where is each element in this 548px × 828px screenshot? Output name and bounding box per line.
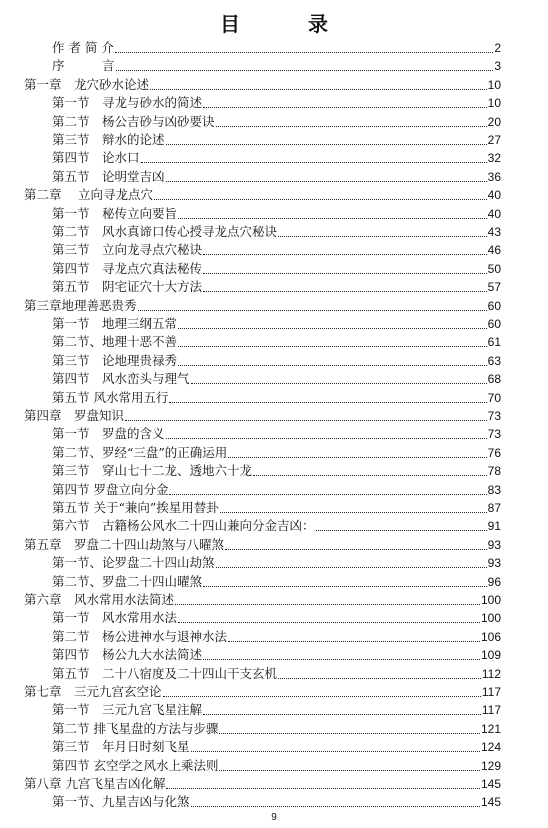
dot-leader bbox=[166, 180, 487, 182]
toc-entry-page: 121 bbox=[480, 721, 501, 736]
dot-leader bbox=[203, 585, 487, 587]
toc-section-row[interactable] bbox=[52, 755, 501, 773]
toc-entry-label: 第三节 穿山七十二龙、透地六十龙 bbox=[52, 463, 253, 479]
toc-entry-label: 第三节 立向龙寻点穴秘诀 bbox=[52, 242, 203, 258]
toc-entry-page: 100 bbox=[480, 611, 501, 626]
toc-entry-page: 96 bbox=[487, 574, 501, 589]
page-title: 目 录 bbox=[220, 12, 352, 36]
dot-leader bbox=[166, 787, 479, 789]
toc-section-row[interactable] bbox=[52, 387, 501, 405]
toc-entry-label: 第一节 秘传立向要旨 bbox=[52, 205, 178, 221]
dot-leader bbox=[316, 529, 487, 531]
dot-leader bbox=[228, 640, 480, 642]
dot-leader bbox=[175, 603, 480, 605]
dot-leader bbox=[216, 566, 487, 568]
toc-entry-page: 78 bbox=[487, 464, 501, 479]
toc-section-row[interactable] bbox=[52, 331, 501, 349]
dot-leader bbox=[166, 143, 487, 145]
dot-leader bbox=[278, 677, 481, 679]
toc-entry-label: 第四章 罗盘知识 bbox=[24, 408, 125, 423]
toc-entry-label: 第五节 二十八宿度及二十四山干支玄机 bbox=[52, 665, 278, 681]
toc-entry-page: 61 bbox=[487, 335, 501, 350]
toc-entry-page: 76 bbox=[487, 445, 501, 460]
toc-entry-label: 第三章地理善恶贵秀 bbox=[24, 297, 137, 313]
dot-leader bbox=[116, 69, 494, 71]
toc-entry-page: 43 bbox=[487, 225, 501, 239]
toc-section-row[interactable] bbox=[52, 368, 501, 386]
dot-leader bbox=[203, 290, 487, 292]
dot-leader bbox=[191, 805, 480, 807]
dot-leader bbox=[154, 198, 487, 200]
toc-entry-page: 60 bbox=[487, 317, 501, 331]
dot-leader bbox=[203, 272, 487, 274]
toc-section-row[interactable] bbox=[52, 571, 501, 589]
toc-entry-label: 第七章 三元九宫玄空论 bbox=[24, 684, 162, 699]
toc-entry-label: 第一节 风水常用水法 bbox=[52, 610, 178, 626]
toc-section-row[interactable] bbox=[52, 791, 501, 809]
toc-entry-label: 第二节 风水真谛口传心授寻龙点穴秘诀 bbox=[52, 224, 278, 239]
dot-leader bbox=[178, 621, 480, 623]
dot-leader bbox=[163, 695, 481, 697]
toc-section-row[interactable] bbox=[52, 313, 501, 331]
toc-entry-page: 10 bbox=[487, 96, 501, 111]
dot-leader bbox=[150, 88, 487, 90]
dot-leader bbox=[203, 658, 480, 660]
toc-entry-label: 第五章 罗盘二十四山劫煞与八曜煞 bbox=[24, 536, 225, 552]
toc-entry-page: 63 bbox=[487, 353, 501, 368]
toc-entry-page: 68 bbox=[487, 372, 501, 387]
toc-entry-label: 第三节 论地理贵禄秀 bbox=[52, 352, 178, 368]
toc-entry-page: 129 bbox=[480, 758, 501, 773]
toc-entry-page: 100 bbox=[480, 593, 501, 607]
toc-entry-label: 第四节 杨公九大水法简述 bbox=[52, 647, 203, 663]
dot-leader bbox=[220, 511, 487, 513]
toc-entry-label: 第二节、罗盘二十四山曜煞 bbox=[52, 573, 203, 589]
toc-entry-page: 109 bbox=[480, 648, 501, 663]
dot-leader bbox=[203, 253, 487, 255]
toc-entry-label: 第五节 关于“兼向”挨星用替卦 bbox=[52, 500, 219, 515]
toc-section-row[interactable] bbox=[52, 663, 501, 681]
toc-entry-label: 第六节 古籍杨公风水二十四山兼向分金吉凶： bbox=[52, 518, 315, 534]
toc-entry-label: 第一节 地理三纲五常 bbox=[52, 316, 178, 331]
toc-entry-label: 第四节 玄空学之风水上乘法则 bbox=[52, 757, 219, 773]
toc-entry-page: 87 bbox=[487, 501, 501, 515]
toc-entry-page: 73 bbox=[487, 409, 501, 423]
toc-entry-label: 第一章 龙穴砂水论述 bbox=[24, 76, 150, 92]
toc-entry-page: 3 bbox=[494, 59, 501, 74]
toc-entry-page: 40 bbox=[487, 188, 501, 203]
toc-section-row[interactable] bbox=[52, 644, 501, 662]
toc-entry-label: 第二节 杨公吉砂与凶砂要诀 bbox=[52, 113, 215, 129]
toc-entry-label: 第三节 辩水的论述 bbox=[52, 132, 165, 147]
toc-section-row[interactable] bbox=[52, 203, 501, 221]
toc-entry-label: 第五节 阴宅证穴十大方法 bbox=[52, 279, 203, 295]
dot-leader bbox=[225, 548, 487, 550]
toc-chapter-row[interactable] bbox=[24, 589, 501, 607]
toc-entry-page: 106 bbox=[480, 629, 501, 644]
toc-entry-label: 第五节 风水常用五行 bbox=[52, 389, 169, 405]
toc-chapter-row[interactable] bbox=[24, 295, 501, 313]
toc-entry-label: 序 言 bbox=[52, 58, 115, 74]
toc-entry-label: 第一节 罗盘的含义 bbox=[52, 426, 165, 442]
toc-section-row[interactable] bbox=[52, 37, 501, 55]
toc-entry-page: 93 bbox=[487, 556, 501, 571]
toc-entry-label: 第四节 风水峦头与理气 bbox=[52, 371, 190, 387]
toc-section-row[interactable] bbox=[52, 350, 501, 368]
dot-leader bbox=[228, 456, 486, 458]
toc-chapter-row[interactable] bbox=[24, 681, 501, 699]
toc-section-row[interactable] bbox=[52, 718, 501, 736]
toc-entry-page: 70 bbox=[487, 390, 501, 405]
dot-leader bbox=[219, 769, 479, 771]
toc-section-row[interactable] bbox=[52, 442, 501, 460]
toc-section-row[interactable] bbox=[52, 221, 501, 239]
toc-section-row[interactable] bbox=[52, 276, 501, 294]
dot-leader bbox=[138, 309, 487, 311]
toc-entry-page: 2 bbox=[494, 41, 501, 55]
toc-entry-page: 83 bbox=[487, 482, 501, 497]
dot-leader bbox=[125, 419, 487, 421]
toc-entry-page: 145 bbox=[480, 777, 501, 791]
toc-entry-label: 第二节、罗经“三盘”的正确运用 bbox=[52, 444, 228, 460]
toc-entry-label: 第四节 罗盘立向分金 bbox=[52, 481, 169, 497]
dot-leader bbox=[178, 345, 487, 347]
toc-section-row[interactable] bbox=[52, 166, 501, 184]
toc-entry-label: 第二节、地理十恶不善 bbox=[52, 334, 178, 350]
toc-entry-page: 60 bbox=[487, 298, 501, 313]
toc-entry-label: 第三节 年月日时刻飞星 bbox=[52, 739, 190, 755]
toc-entry-label: 第二节 杨公进神水与退神水法 bbox=[52, 628, 228, 644]
toc-section-row[interactable] bbox=[52, 258, 501, 276]
dot-leader bbox=[141, 161, 487, 163]
toc-section-row[interactable] bbox=[52, 111, 501, 129]
toc-entry-label: 第一节、九星吉凶与化煞 bbox=[52, 794, 190, 810]
toc-entry-label: 第八章 九宫飞星吉凶化解 bbox=[24, 776, 166, 791]
dot-leader bbox=[115, 51, 493, 53]
toc-chapter-row[interactable] bbox=[24, 534, 501, 552]
toc-section-row[interactable] bbox=[52, 497, 501, 515]
toc-entry-page: 57 bbox=[487, 280, 501, 295]
toc-entry-page: 46 bbox=[487, 243, 501, 258]
dot-leader bbox=[191, 382, 487, 384]
toc-entry-page: 36 bbox=[487, 169, 501, 184]
dot-leader bbox=[178, 327, 487, 329]
toc-entry-page: 112 bbox=[481, 666, 501, 681]
toc-entry-label: 作 者 简 介 bbox=[52, 40, 114, 55]
toc-section-row[interactable] bbox=[52, 699, 501, 717]
toc-entry-page: 117 bbox=[481, 685, 501, 699]
toc-entry-label: 第五节 论明堂吉凶 bbox=[52, 168, 165, 184]
toc-chapter-row[interactable] bbox=[24, 74, 501, 92]
toc-section-row[interactable] bbox=[52, 460, 501, 478]
dot-leader bbox=[169, 401, 486, 403]
toc-section-row[interactable] bbox=[52, 607, 501, 625]
toc-entry-label: 第四节 论水口 bbox=[52, 150, 140, 166]
toc-entry-page: 93 bbox=[487, 537, 501, 552]
toc-chapter-row[interactable] bbox=[24, 773, 501, 791]
toc-entry-page: 10 bbox=[487, 77, 501, 92]
dot-leader bbox=[278, 235, 487, 237]
toc-entry-page: 40 bbox=[487, 206, 501, 221]
dot-leader bbox=[216, 125, 487, 127]
dot-leader bbox=[219, 732, 479, 734]
toc-section-row[interactable] bbox=[52, 736, 501, 754]
dot-leader bbox=[169, 493, 486, 495]
toc-entry-label: 第一节 三元九宫飞星注解 bbox=[52, 702, 203, 718]
toc-chapter-row[interactable] bbox=[24, 184, 501, 202]
toc-section-row[interactable] bbox=[52, 147, 501, 165]
toc-entry-label: 第二章 立向寻龙点穴 bbox=[24, 187, 153, 203]
toc-entry-label: 第一节 寻龙与砂水的简述 bbox=[52, 95, 203, 111]
toc-section-row[interactable] bbox=[52, 55, 501, 73]
toc-entry-label: 第二节 排飞星盘的方法与步骤 bbox=[52, 720, 219, 736]
dot-leader bbox=[203, 106, 487, 108]
toc-section-row[interactable] bbox=[52, 515, 501, 533]
toc-chapter-row[interactable] bbox=[24, 405, 501, 423]
toc-section-row[interactable] bbox=[52, 552, 501, 570]
toc-entry-label: 第六章 风水常用水法简述 bbox=[24, 592, 175, 607]
toc-entry-page: 20 bbox=[487, 114, 501, 129]
toc-section-row[interactable] bbox=[52, 129, 501, 147]
toc-entry-label: 第四节 寻龙点穴真法秘传 bbox=[52, 260, 203, 276]
page-number: 9 bbox=[271, 812, 277, 823]
toc-section-row[interactable] bbox=[52, 92, 501, 110]
toc-entry-page: 145 bbox=[480, 795, 501, 810]
toc-entry-page: 117 bbox=[481, 703, 501, 718]
toc-entry-page: 50 bbox=[487, 261, 501, 276]
dot-leader bbox=[191, 750, 480, 752]
toc-entry-page: 32 bbox=[487, 151, 501, 166]
toc-entry-page: 91 bbox=[487, 519, 501, 534]
toc-section-row[interactable] bbox=[52, 479, 501, 497]
dot-leader bbox=[178, 364, 487, 366]
toc-entry-label: 第一节、论罗盘二十四山劫煞 bbox=[52, 555, 215, 571]
dot-leader bbox=[253, 474, 487, 476]
toc-section-row[interactable] bbox=[52, 626, 501, 644]
dot-leader bbox=[203, 713, 481, 715]
dot-leader bbox=[178, 217, 487, 219]
toc-entry-page: 124 bbox=[480, 740, 501, 755]
toc-section-row[interactable] bbox=[52, 239, 501, 257]
dot-leader bbox=[166, 437, 487, 439]
toc-section-row[interactable] bbox=[52, 423, 501, 441]
toc-entry-page: 73 bbox=[487, 427, 501, 442]
toc-entry-page: 27 bbox=[487, 133, 501, 147]
